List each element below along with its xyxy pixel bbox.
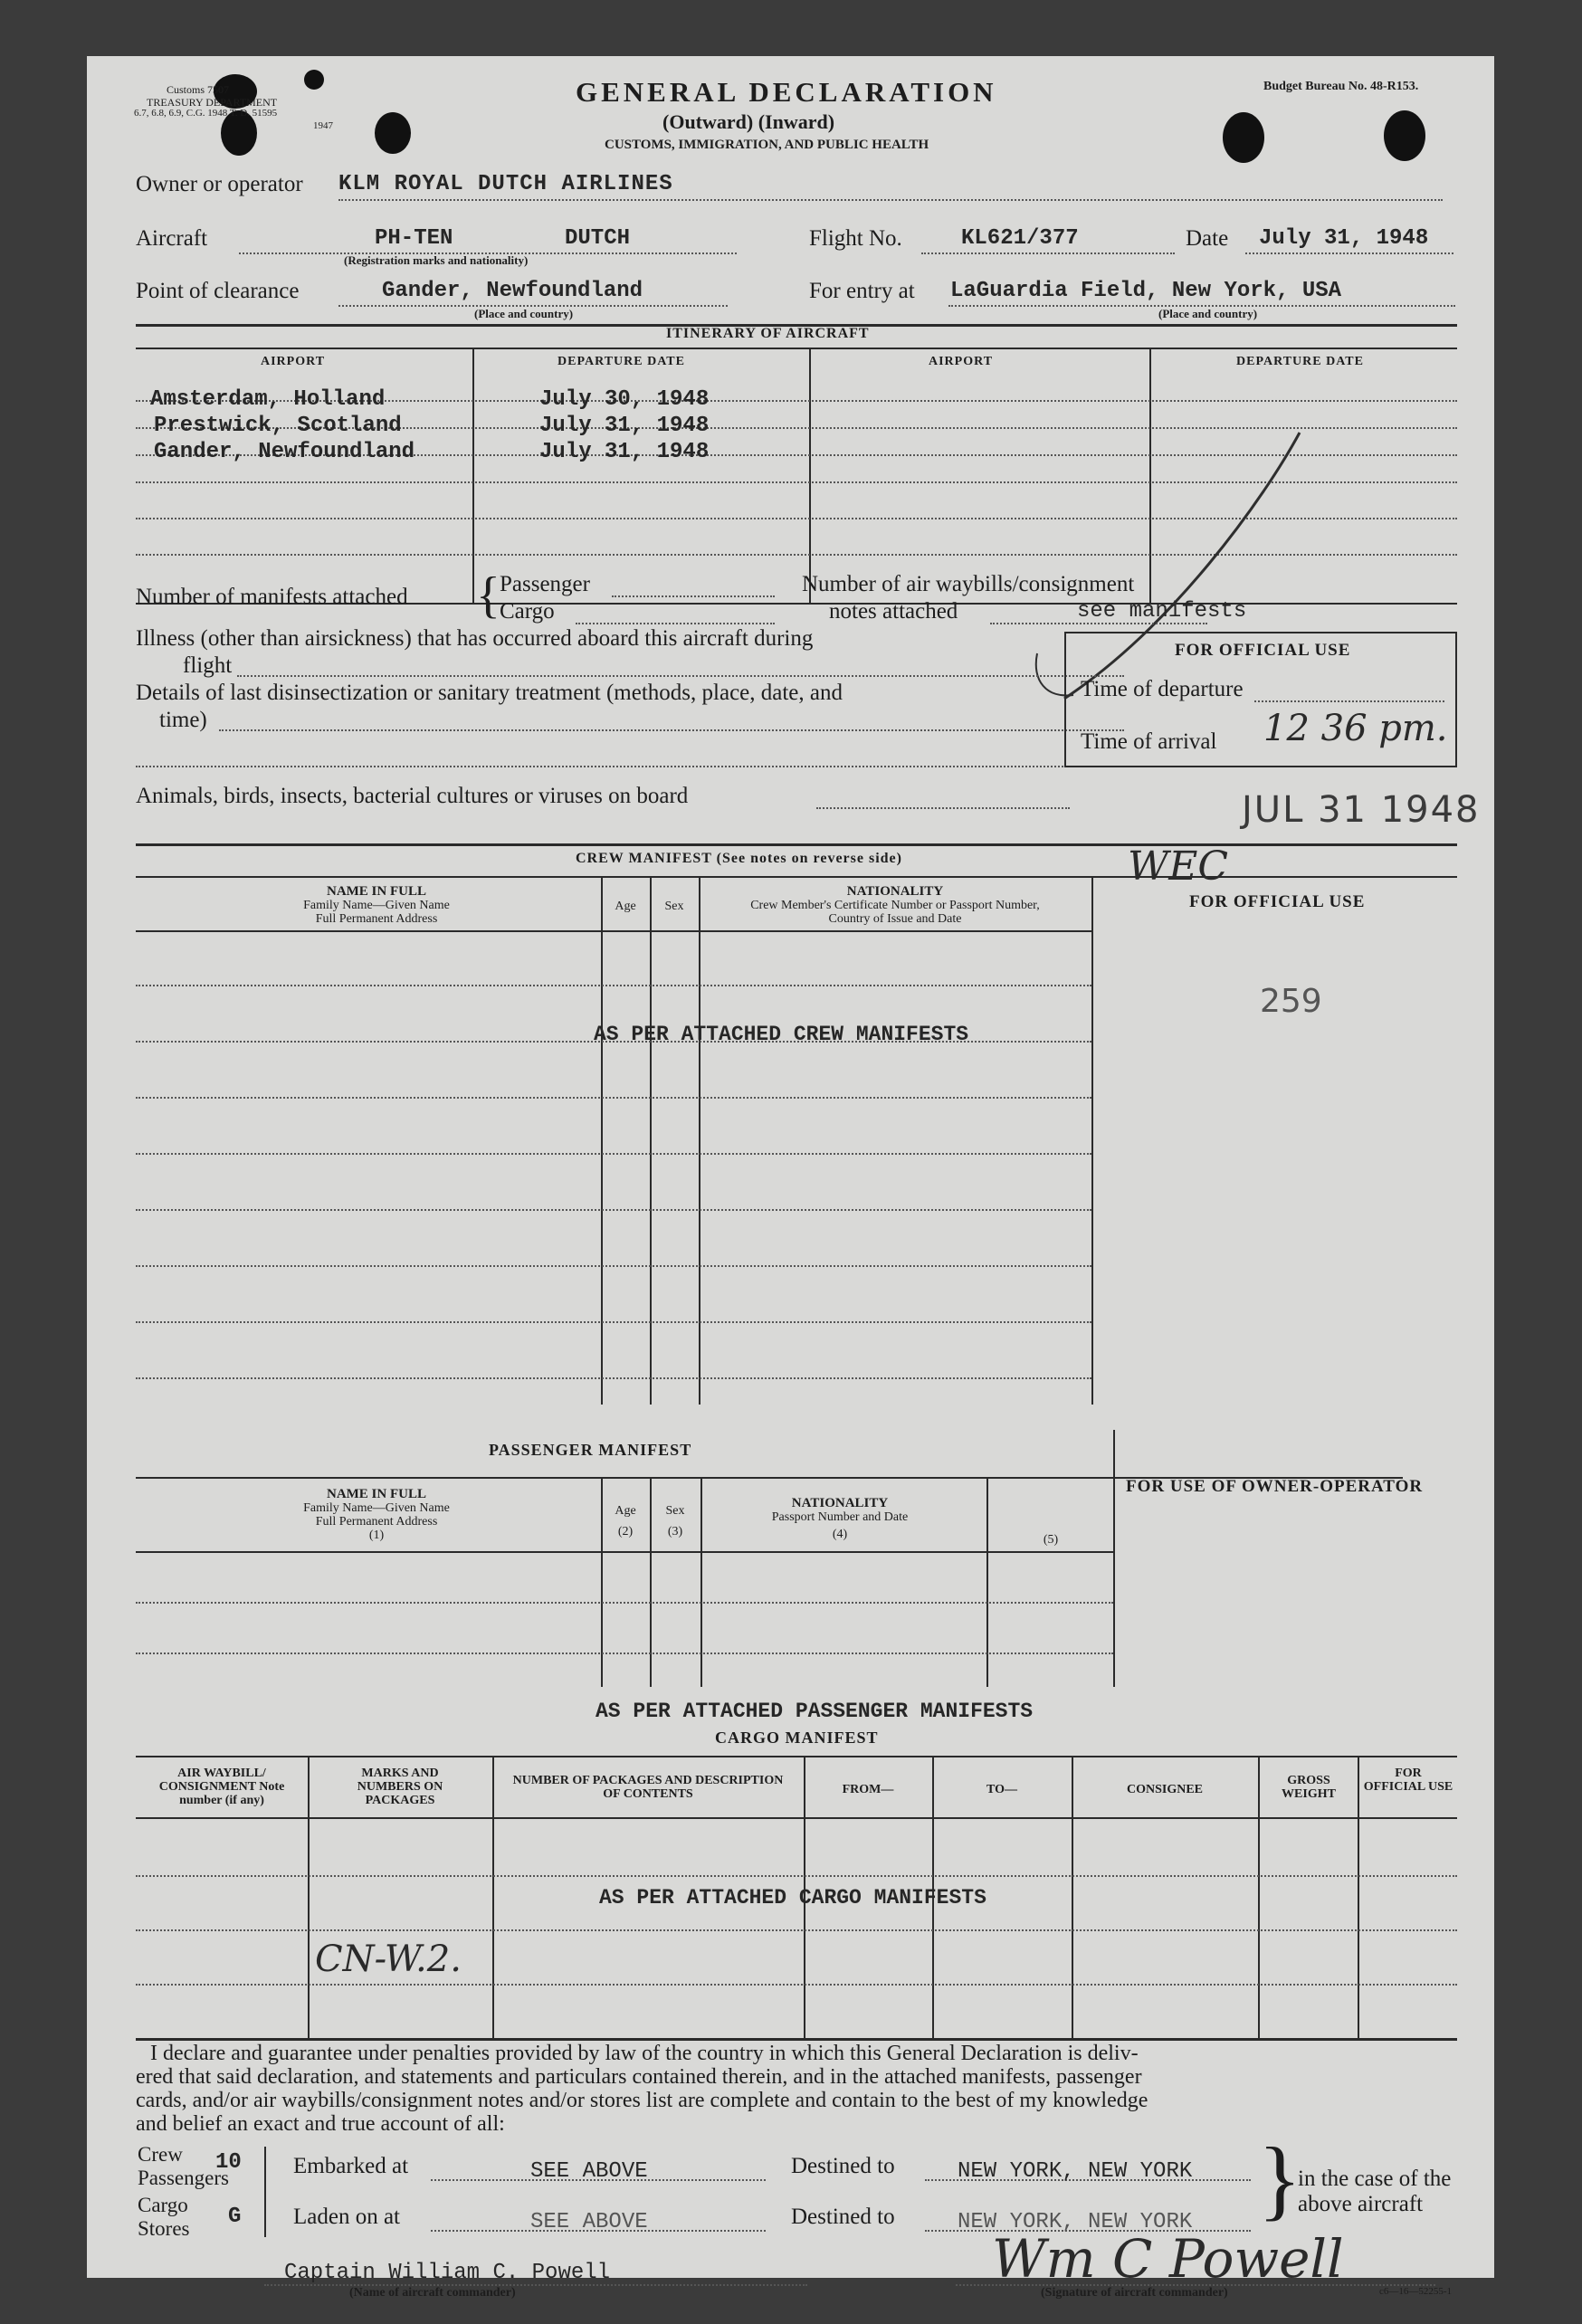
laden-value: SEE ABOVE (530, 2210, 648, 2234)
embarked-value: SEE ABOVE (530, 2159, 648, 2184)
arrival-time-value: 12 36 pm. (1263, 708, 1448, 749)
punch-hole (1384, 110, 1425, 161)
departure-time-label: Time of departure (1081, 677, 1244, 701)
commander-name: Captain William C. Powell (284, 2261, 611, 2285)
case-line-2: above aircraft (1298, 2192, 1424, 2216)
manifests-brace: { (476, 567, 500, 624)
owner-operator-use: FOR USE OF OWNER-OPERATOR (1126, 1477, 1424, 1496)
destined-value-2: NEW YORK, NEW YORK (958, 2210, 1193, 2234)
animals-label: Animals, birds, insects, bacterial cultures or viruses on board (136, 784, 689, 808)
cargo-col-waybill: AIR WAYBILL/ CONSIGNMENT Note number (if any) (158, 1767, 285, 1807)
budget-bureau: Budget Bureau No. 48-R153. (1263, 80, 1419, 93)
destined-value-1: NEW YORK, NEW YORK (958, 2159, 1193, 2184)
owner-value: KLM ROYAL DUTCH AIRLINES (338, 172, 673, 196)
manifests-cargo: Cargo (500, 599, 555, 624)
aircraft-note: (Registration marks and nationality) (344, 253, 529, 267)
form-title: GENERAL DECLARATION (576, 76, 997, 108)
crew-count-value: 10 (215, 2150, 242, 2175)
destined-label-2: Destined to (791, 2205, 895, 2229)
passenger-header-name: NAME IN FULL Family Name—Given Name Full Permanent Address (1) (303, 1487, 450, 1542)
ink-blot (375, 112, 411, 154)
flight-label: Flight No. (809, 226, 902, 251)
punch-hole (1223, 112, 1264, 163)
passenger-header-nationality: NATIONALITY Passport Number and Date (4) (771, 1496, 909, 1541)
declaration-form (87, 56, 1494, 2300)
itinerary-col-departure: DEPARTURE DATE (558, 355, 685, 368)
passenger-header-col5: (5) (1043, 1533, 1059, 1547)
cargo-manifest-title: CARGO MANIFEST (715, 1729, 879, 1747)
stores-count-label: Stores (138, 2217, 190, 2240)
official-use-title: FOR OFFICIAL USE (1175, 641, 1351, 660)
passenger-header-sex: Sex (3) (665, 1504, 685, 1538)
stamp-number: 259 (1260, 983, 1322, 1020)
cargo-col-consignee: CONSIGNEE (1126, 1783, 1204, 1796)
declaration-line-3: cards, and/or air waybills/consignment notes and/or stores list are complete and contain to the best of my knowledge (136, 2089, 1148, 2112)
itinerary-col-airport: AIRPORT (261, 355, 326, 368)
itinerary-col-airport-2: AIRPORT (929, 355, 994, 368)
itinerary-airport-3: Gander, Newfoundland (154, 440, 415, 464)
illness-label-1: Illness (other than airsickness) that has occurred aboard this aircraft during (136, 626, 814, 651)
commander-name-note: (Name of aircraft commander) (349, 2286, 516, 2300)
crew-header-name: NAME IN FULL Family Name—Given Name Full Permanent Address (303, 884, 450, 926)
laden-label: Laden on at (293, 2205, 401, 2229)
cargo-col-to: TO— (986, 1783, 1017, 1796)
cargo-col-marks: MARKS AND NUMBERS ON PACKAGES (357, 1767, 443, 1807)
manifests-passenger: Passenger (500, 572, 590, 596)
passenger-manifest-body: AS PER ATTACHED PASSENGER MANIFESTS (596, 1700, 1034, 1723)
ink-blot (304, 70, 324, 90)
disinsect-label-2: time) (159, 708, 207, 732)
declaration-line-4: and belief an exact and true account of all: (136, 2112, 505, 2136)
aircraft-registration: PH-TEN (375, 226, 453, 251)
itinerary-airport-2: Prestwick, Scotland (154, 414, 402, 438)
stamp-initials: WEC (1128, 843, 1229, 890)
signature-note: (Signature of aircraft commander) (1041, 2286, 1228, 2300)
case-line-1: in the case of the (1298, 2167, 1452, 2191)
count-brace (264, 2147, 266, 2237)
cargo-manifest-body: AS PER ATTACHED CARGO MANIFESTS (599, 1886, 986, 1910)
customs-form-number: Customs 7507 (167, 83, 230, 96)
form-direction: (Outward) (Inward) (662, 110, 835, 133)
passenger-header-age: Age (2) (615, 1504, 636, 1538)
itinerary-title: ITINERARY OF AIRCRAFT (666, 326, 870, 341)
date-value: July 31, 1948 (1259, 226, 1429, 251)
aircraft-nationality: DUTCH (565, 226, 631, 251)
itinerary-date-1: July 30, 1948 (539, 387, 710, 412)
cargo-count-label: Cargo (138, 2194, 188, 2216)
crew-count-label: Crew (138, 2143, 183, 2166)
crew-manifest-title: CREW MANIFEST (See notes on reverse side) (576, 851, 902, 866)
treasury-label: TREASURY DEPARTMENT (147, 96, 278, 109)
stores-count-value: G (228, 2205, 242, 2229)
cargo-col-official: FOR OFFICIAL USE (1363, 1767, 1453, 1794)
itinerary-airport-1: Amsterdam, Holland (150, 387, 386, 412)
waybills-value: see manifests (1077, 599, 1247, 624)
itinerary-date-3: July 31, 1948 (539, 440, 710, 464)
entry-value: LaGuardia Field, New York, USA (950, 279, 1342, 303)
declaration-line-1: I declare and guarantee under penalties provided by law of the country in which this General Declaration is deliv- (150, 2042, 1139, 2065)
crew-header-sex: Sex (664, 900, 684, 913)
declaration-line-2: ered that said declaration, and statements and particulars contained therein, and in the attached manifests, passenger (136, 2065, 1142, 2089)
illness-label-2: flight (183, 653, 233, 678)
cargo-col-from: FROM— (842, 1783, 894, 1796)
passenger-manifest-title: PASSENGER MANIFEST (489, 1441, 692, 1459)
flight-value: KL621/377 (961, 226, 1079, 251)
crew-manifest-body: AS PER ATTACHED CREW MANIFESTS (594, 1023, 969, 1046)
print-code: c6—16—52255-1 (1379, 2286, 1453, 2297)
entry-label: For entry at (809, 279, 915, 303)
aircraft-label: Aircraft (136, 226, 208, 251)
disinsect-label-1: Details of last disinsectization or sanitary treatment (methods, place, date, and (136, 681, 843, 705)
cargo-col-packages: NUMBER OF PACKAGES AND DESCRIPTION OF CONTENTS (512, 1774, 784, 1801)
clearance-note: (Place and country) (474, 307, 574, 320)
arrival-time-label: Time of arrival (1081, 729, 1217, 754)
form-subtitle: CUSTOMS, IMMIGRATION, AND PUBLIC HEALTH (605, 138, 929, 152)
waybills-label-2: notes attached (829, 599, 958, 624)
waybills-label-1: Number of air waybills/consignment (802, 572, 1135, 596)
passengers-count-label: Passengers (138, 2167, 229, 2189)
regulations-code: 6.7, 6.8, 6.9, C.G. 1948 T. D. 51595 (134, 108, 278, 119)
destined-label-1: Destined to (791, 2154, 895, 2178)
owner-label: Owner or operator (136, 172, 303, 196)
embarked-label: Embarked at (293, 2154, 409, 2178)
cargo-col-weight: GROSS WEIGHT (1282, 1774, 1336, 1801)
date-label: Date (1186, 226, 1229, 251)
entry-note: (Place and country) (1158, 307, 1258, 320)
date-stamp: JUL 31 1948 (1242, 789, 1481, 831)
manifests-label: Number of manifests attached (136, 585, 408, 609)
itinerary-col-departure-2: DEPARTURE DATE (1236, 355, 1364, 368)
form-year: 1947 (313, 120, 333, 131)
cargo-handwritten-note: CN-W.2. (315, 1938, 462, 1980)
crew-header-nationality: NATIONALITY Crew Member's Certificate Number or Passport Number, Country of Issue and Date (750, 884, 1040, 926)
crew-official-use: FOR OFFICIAL USE (1189, 892, 1366, 911)
clearance-value: Gander, Newfoundland (382, 279, 643, 303)
commander-signature: Wm C Powell (992, 2228, 1344, 2290)
crew-header-age: Age (615, 900, 636, 913)
destination-brace: } (1258, 2129, 1301, 2229)
clearance-label: Point of clearance (136, 279, 300, 303)
itinerary-date-2: July 31, 1948 (539, 414, 710, 438)
